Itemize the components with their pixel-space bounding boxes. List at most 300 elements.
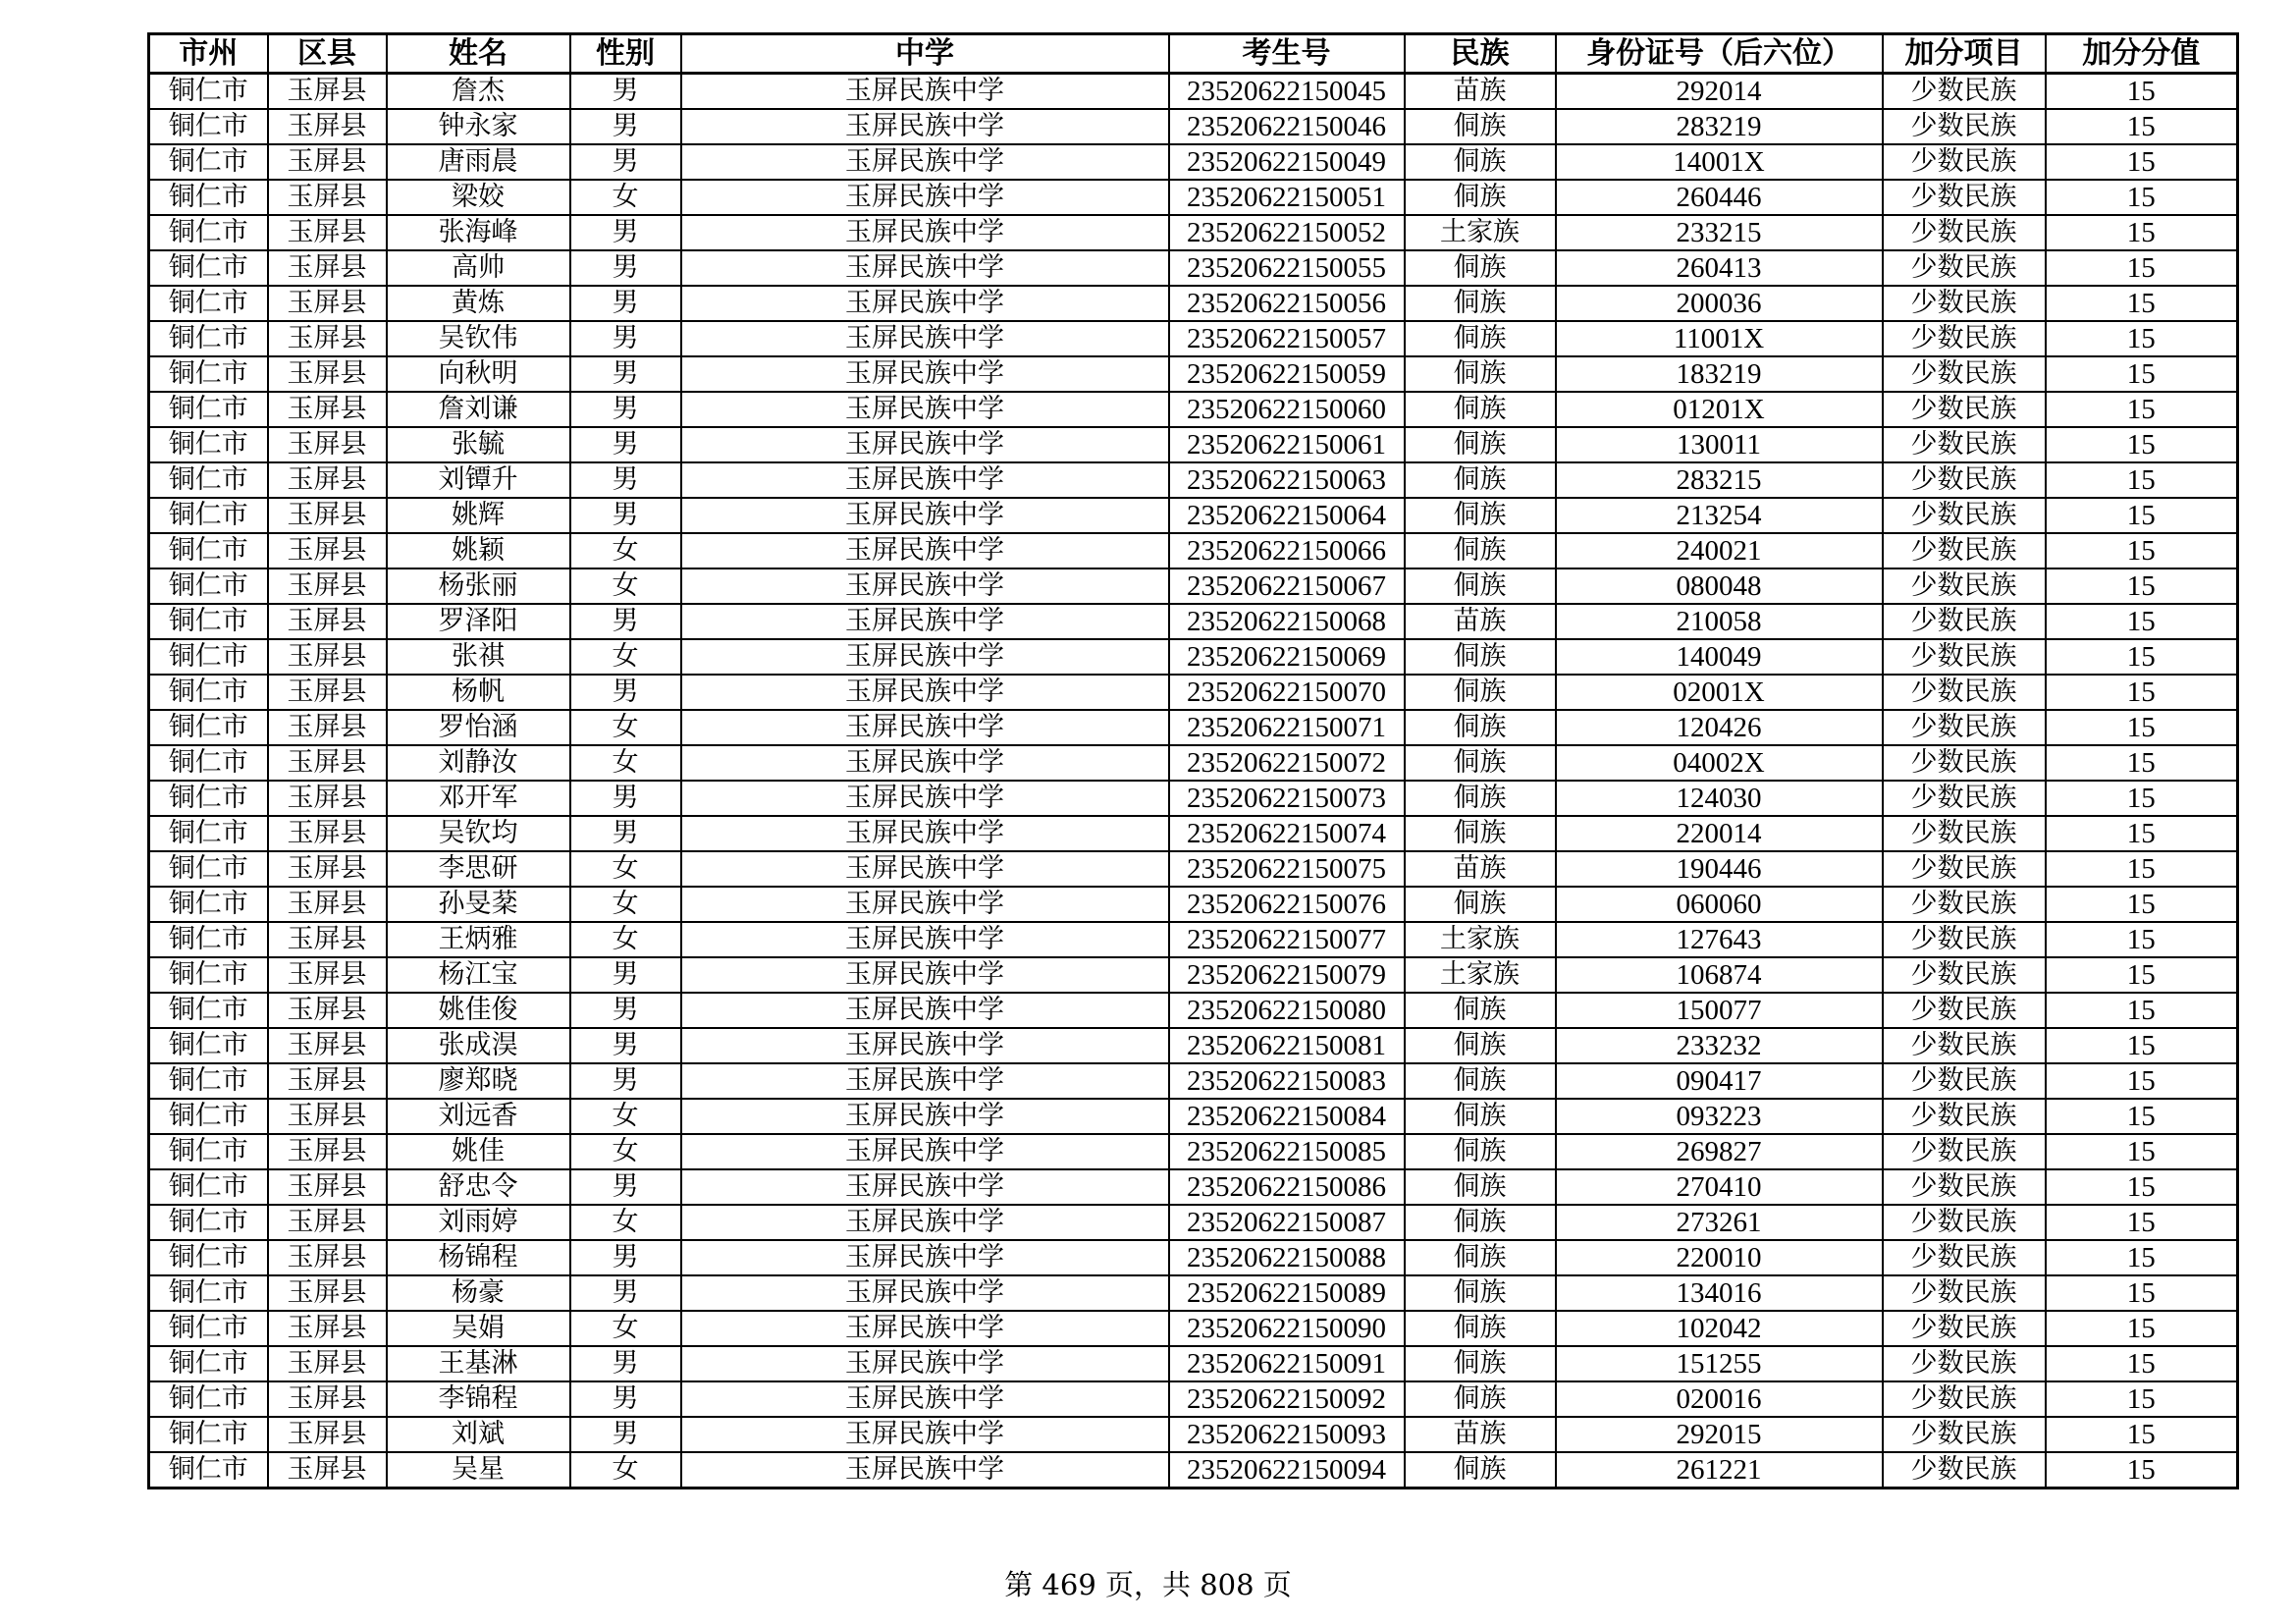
cell-city: 铜仁市 — [149, 109, 268, 144]
bonus-points-table — [147, 32, 2239, 1489]
cell-city: 铜仁市 — [149, 74, 268, 110]
cell-ethnicity: 侗族 — [1405, 1452, 1556, 1489]
cell-bonus-item: 少数民族 — [1883, 816, 2046, 851]
cell-name: 吴娟 — [387, 1311, 570, 1346]
cell-bonus-value: 15 — [2046, 993, 2238, 1028]
cell-gender: 女 — [570, 887, 681, 922]
cell-name: 杨锦程 — [387, 1240, 570, 1275]
cell-gender: 男 — [570, 321, 681, 356]
cell-name: 刘静汝 — [387, 745, 570, 781]
cell-name: 邓开军 — [387, 781, 570, 816]
cell-gender: 男 — [570, 144, 681, 180]
cell-name: 姚佳 — [387, 1134, 570, 1169]
cell-bonus-value: 15 — [2046, 356, 2238, 392]
cell-ethnicity: 苗族 — [1405, 604, 1556, 639]
cell-id-last-six: 080048 — [1556, 568, 1883, 604]
cell-exam-number: 23520622150084 — [1169, 1099, 1405, 1134]
cell-exam-number: 23520622150076 — [1169, 887, 1405, 922]
header-row — [149, 34, 2238, 74]
cell-bonus-value: 15 — [2046, 1275, 2238, 1311]
cell-bonus-value: 15 — [2046, 604, 2238, 639]
cell-name: 刘远香 — [387, 1099, 570, 1134]
cell-county: 玉屏县 — [268, 250, 387, 286]
table-row — [149, 533, 2238, 568]
cell-ethnicity: 侗族 — [1405, 286, 1556, 321]
table-row — [149, 74, 2238, 110]
cell-school: 玉屏民族中学 — [681, 1381, 1169, 1417]
cell-id-last-six: 02001X — [1556, 675, 1883, 710]
cell-id-last-six: 060060 — [1556, 887, 1883, 922]
cell-bonus-value: 15 — [2046, 250, 2238, 286]
cell-exam-number: 23520622150060 — [1169, 392, 1405, 427]
cell-exam-number: 23520622150056 — [1169, 286, 1405, 321]
table-row — [149, 816, 2238, 851]
table-row — [149, 1134, 2238, 1169]
cell-ethnicity: 侗族 — [1405, 1099, 1556, 1134]
cell-bonus-value: 15 — [2046, 321, 2238, 356]
cell-gender: 男 — [570, 427, 681, 462]
cell-bonus-item: 少数民族 — [1883, 180, 2046, 215]
cell-school: 玉屏民族中学 — [681, 993, 1169, 1028]
cell-ethnicity: 苗族 — [1405, 851, 1556, 887]
cell-bonus-item: 少数民族 — [1883, 1205, 2046, 1240]
cell-exam-number: 23520622150080 — [1169, 993, 1405, 1028]
cell-name: 杨帆 — [387, 675, 570, 710]
cell-bonus-item: 少数民族 — [1883, 1452, 2046, 1489]
cell-school: 玉屏民族中学 — [681, 1452, 1169, 1489]
table-row — [149, 286, 2238, 321]
cell-county: 玉屏县 — [268, 957, 387, 993]
cell-gender: 男 — [570, 250, 681, 286]
cell-bonus-value: 15 — [2046, 1311, 2238, 1346]
cell-bonus-item: 少数民族 — [1883, 392, 2046, 427]
table-row — [149, 427, 2238, 462]
cell-city: 铜仁市 — [149, 1346, 268, 1381]
cell-name: 唐雨晨 — [387, 144, 570, 180]
cell-id-last-six: 270410 — [1556, 1169, 1883, 1205]
cell-city: 铜仁市 — [149, 1099, 268, 1134]
cell-county: 玉屏县 — [268, 1275, 387, 1311]
cell-id-last-six: 134016 — [1556, 1275, 1883, 1311]
cell-bonus-item: 少数民族 — [1883, 144, 2046, 180]
cell-county: 玉屏县 — [268, 498, 387, 533]
cell-ethnicity: 侗族 — [1405, 993, 1556, 1028]
cell-id-last-six: 102042 — [1556, 1311, 1883, 1346]
cell-bonus-item: 少数民族 — [1883, 851, 2046, 887]
table-row — [149, 215, 2238, 250]
cell-county: 玉屏县 — [268, 1381, 387, 1417]
cell-exam-number: 23520622150057 — [1169, 321, 1405, 356]
cell-bonus-value: 15 — [2046, 957, 2238, 993]
cell-bonus-item: 少数民族 — [1883, 1240, 2046, 1275]
cell-county: 玉屏县 — [268, 180, 387, 215]
table-row — [149, 109, 2238, 144]
cell-bonus-value: 15 — [2046, 1028, 2238, 1063]
cell-id-last-six: 093223 — [1556, 1099, 1883, 1134]
cell-bonus-item: 少数民族 — [1883, 427, 2046, 462]
cell-ethnicity: 侗族 — [1405, 1311, 1556, 1346]
page-footer: 第 469 页，共 808 页 — [1004, 1568, 1292, 1601]
cell-ethnicity: 侗族 — [1405, 1205, 1556, 1240]
cell-city: 铜仁市 — [149, 144, 268, 180]
cell-county: 玉屏县 — [268, 781, 387, 816]
cell-gender: 男 — [570, 604, 681, 639]
cell-county: 玉屏县 — [268, 887, 387, 922]
cell-bonus-value: 15 — [2046, 675, 2238, 710]
cell-gender: 女 — [570, 180, 681, 215]
cell-gender: 男 — [570, 993, 681, 1028]
table-row — [149, 568, 2238, 604]
table-row — [149, 1169, 2238, 1205]
cell-ethnicity: 土家族 — [1405, 922, 1556, 957]
cell-name: 杨江宝 — [387, 957, 570, 993]
cell-name: 张成淏 — [387, 1028, 570, 1063]
cell-gender: 女 — [570, 710, 681, 745]
cell-bonus-item: 少数民族 — [1883, 993, 2046, 1028]
cell-city: 铜仁市 — [149, 356, 268, 392]
cell-bonus-item: 少数民族 — [1883, 533, 2046, 568]
cell-id-last-six: 260446 — [1556, 180, 1883, 215]
cell-id-last-six: 150077 — [1556, 993, 1883, 1028]
table-row — [149, 144, 2238, 180]
cell-city: 铜仁市 — [149, 215, 268, 250]
cell-id-last-six: 130011 — [1556, 427, 1883, 462]
cell-exam-number: 23520622150045 — [1169, 74, 1405, 110]
cell-bonus-value: 15 — [2046, 1417, 2238, 1452]
cell-county: 玉屏县 — [268, 675, 387, 710]
cell-name: 罗怡涵 — [387, 710, 570, 745]
cell-bonus-item: 少数民族 — [1883, 887, 2046, 922]
column-header-city: 市州 — [149, 34, 268, 74]
cell-school: 玉屏民族中学 — [681, 1205, 1169, 1240]
table-row — [149, 321, 2238, 356]
cell-city: 铜仁市 — [149, 1311, 268, 1346]
cell-city: 铜仁市 — [149, 321, 268, 356]
cell-bonus-item: 少数民族 — [1883, 321, 2046, 356]
cell-county: 玉屏县 — [268, 1417, 387, 1452]
cell-gender: 男 — [570, 286, 681, 321]
cell-exam-number: 23520622150046 — [1169, 109, 1405, 144]
cell-bonus-item: 少数民族 — [1883, 1275, 2046, 1311]
cell-exam-number: 23520622150081 — [1169, 1028, 1405, 1063]
cell-bonus-value: 15 — [2046, 922, 2238, 957]
cell-city: 铜仁市 — [149, 922, 268, 957]
cell-ethnicity: 苗族 — [1405, 1417, 1556, 1452]
cell-ethnicity: 侗族 — [1405, 144, 1556, 180]
cell-bonus-value: 15 — [2046, 781, 2238, 816]
cell-bonus-value: 15 — [2046, 392, 2238, 427]
cell-exam-number: 23520622150061 — [1169, 427, 1405, 462]
cell-id-last-six: 213254 — [1556, 498, 1883, 533]
table-row — [149, 993, 2238, 1028]
cell-city: 铜仁市 — [149, 1205, 268, 1240]
cell-bonus-item: 少数民族 — [1883, 1169, 2046, 1205]
cell-name: 高帅 — [387, 250, 570, 286]
cell-city: 铜仁市 — [149, 568, 268, 604]
cell-city: 铜仁市 — [149, 392, 268, 427]
cell-city: 铜仁市 — [149, 1063, 268, 1099]
cell-id-last-six: 210058 — [1556, 604, 1883, 639]
cell-name: 向秋明 — [387, 356, 570, 392]
cell-county: 玉屏县 — [268, 462, 387, 498]
cell-exam-number: 23520622150064 — [1169, 498, 1405, 533]
cell-exam-number: 23520622150075 — [1169, 851, 1405, 887]
cell-bonus-value: 15 — [2046, 1205, 2238, 1240]
cell-exam-number: 23520622150069 — [1169, 639, 1405, 675]
cell-name: 廖郑晓 — [387, 1063, 570, 1099]
cell-bonus-item: 少数民族 — [1883, 215, 2046, 250]
cell-school: 玉屏民族中学 — [681, 321, 1169, 356]
cell-exam-number: 23520622150088 — [1169, 1240, 1405, 1275]
cell-ethnicity: 侗族 — [1405, 745, 1556, 781]
cell-ethnicity: 侗族 — [1405, 109, 1556, 144]
cell-city: 铜仁市 — [149, 462, 268, 498]
cell-exam-number: 23520622150052 — [1169, 215, 1405, 250]
cell-city: 铜仁市 — [149, 745, 268, 781]
cell-bonus-item: 少数民族 — [1883, 568, 2046, 604]
cell-name: 张祺 — [387, 639, 570, 675]
cell-city: 铜仁市 — [149, 1275, 268, 1311]
cell-name: 姚佳俊 — [387, 993, 570, 1028]
cell-gender: 男 — [570, 392, 681, 427]
cell-county: 玉屏县 — [268, 1169, 387, 1205]
cell-bonus-value: 15 — [2046, 1346, 2238, 1381]
cell-bonus-item: 少数民族 — [1883, 1417, 2046, 1452]
cell-bonus-value: 15 — [2046, 427, 2238, 462]
table-row — [149, 462, 2238, 498]
cell-county: 玉屏县 — [268, 922, 387, 957]
cell-county: 玉屏县 — [268, 109, 387, 144]
cell-bonus-item: 少数民族 — [1883, 675, 2046, 710]
cell-school: 玉屏民族中学 — [681, 109, 1169, 144]
cell-gender: 男 — [570, 1028, 681, 1063]
cell-id-last-six: 292015 — [1556, 1417, 1883, 1452]
cell-id-last-six: 190446 — [1556, 851, 1883, 887]
cell-county: 玉屏县 — [268, 286, 387, 321]
cell-school: 玉屏民族中学 — [681, 498, 1169, 533]
cell-city: 铜仁市 — [149, 887, 268, 922]
cell-gender: 男 — [570, 74, 681, 110]
cell-id-last-six: 220010 — [1556, 1240, 1883, 1275]
cell-ethnicity: 侗族 — [1405, 462, 1556, 498]
cell-bonus-value: 15 — [2046, 215, 2238, 250]
cell-bonus-value: 15 — [2046, 1381, 2238, 1417]
cell-bonus-item: 少数民族 — [1883, 922, 2046, 957]
cell-city: 铜仁市 — [149, 1452, 268, 1489]
cell-county: 玉屏县 — [268, 1452, 387, 1489]
cell-gender: 男 — [570, 215, 681, 250]
cell-ethnicity: 侗族 — [1405, 887, 1556, 922]
cell-id-last-six: 269827 — [1556, 1134, 1883, 1169]
cell-gender: 男 — [570, 1417, 681, 1452]
cell-exam-number: 23520622150049 — [1169, 144, 1405, 180]
cell-school: 玉屏民族中学 — [681, 1346, 1169, 1381]
cell-gender: 男 — [570, 1063, 681, 1099]
cell-county: 玉屏县 — [268, 604, 387, 639]
cell-id-last-six: 260413 — [1556, 250, 1883, 286]
cell-bonus-value: 15 — [2046, 1452, 2238, 1489]
table-row — [149, 392, 2238, 427]
cell-school: 玉屏民族中学 — [681, 745, 1169, 781]
cell-school: 玉屏民族中学 — [681, 533, 1169, 568]
cell-bonus-item: 少数民族 — [1883, 639, 2046, 675]
cell-gender: 女 — [570, 922, 681, 957]
column-header-county: 区县 — [268, 34, 387, 74]
cell-school: 玉屏民族中学 — [681, 286, 1169, 321]
cell-id-last-six: 14001X — [1556, 144, 1883, 180]
cell-school: 玉屏民族中学 — [681, 639, 1169, 675]
cell-name: 张毓 — [387, 427, 570, 462]
cell-id-last-six: 124030 — [1556, 781, 1883, 816]
cell-bonus-item: 少数民族 — [1883, 462, 2046, 498]
cell-city: 铜仁市 — [149, 675, 268, 710]
cell-county: 玉屏县 — [268, 1346, 387, 1381]
cell-city: 铜仁市 — [149, 604, 268, 639]
cell-school: 玉屏民族中学 — [681, 180, 1169, 215]
cell-exam-number: 23520622150094 — [1169, 1452, 1405, 1489]
cell-county: 玉屏县 — [268, 568, 387, 604]
table-row — [149, 1240, 2238, 1275]
column-header-bonus-value: 加分分值 — [2046, 34, 2238, 74]
table-row — [149, 710, 2238, 745]
cell-county: 玉屏县 — [268, 533, 387, 568]
cell-ethnicity: 土家族 — [1405, 957, 1556, 993]
cell-ethnicity: 侗族 — [1405, 1134, 1556, 1169]
cell-exam-number: 23520622150093 — [1169, 1417, 1405, 1452]
cell-bonus-value: 15 — [2046, 1240, 2238, 1275]
cell-name: 姚辉 — [387, 498, 570, 533]
cell-bonus-item: 少数民族 — [1883, 710, 2046, 745]
cell-name: 吴星 — [387, 1452, 570, 1489]
cell-exam-number: 23520622150068 — [1169, 604, 1405, 639]
cell-name: 钟永家 — [387, 109, 570, 144]
cell-ethnicity: 侗族 — [1405, 533, 1556, 568]
cell-ethnicity: 侗族 — [1405, 427, 1556, 462]
cell-name: 吴钦均 — [387, 816, 570, 851]
cell-name: 李思研 — [387, 851, 570, 887]
cell-id-last-six: 120426 — [1556, 710, 1883, 745]
cell-county: 玉屏县 — [268, 816, 387, 851]
cell-bonus-item: 少数民族 — [1883, 604, 2046, 639]
column-header-id-last-six: 身份证号（后六位） — [1556, 34, 1883, 74]
cell-bonus-value: 15 — [2046, 851, 2238, 887]
cell-gender: 女 — [570, 1205, 681, 1240]
cell-school: 玉屏民族中学 — [681, 781, 1169, 816]
cell-school: 玉屏民族中学 — [681, 1028, 1169, 1063]
cell-school: 玉屏民族中学 — [681, 356, 1169, 392]
table-header — [149, 34, 2238, 74]
cell-ethnicity: 侗族 — [1405, 781, 1556, 816]
cell-name: 姚颖 — [387, 533, 570, 568]
cell-name: 黄炼 — [387, 286, 570, 321]
cell-name: 吴钦伟 — [387, 321, 570, 356]
cell-name: 詹杰 — [387, 74, 570, 110]
cell-bonus-value: 15 — [2046, 144, 2238, 180]
cell-gender: 男 — [570, 1381, 681, 1417]
cell-school: 玉屏民族中学 — [681, 144, 1169, 180]
cell-bonus-value: 15 — [2046, 639, 2238, 675]
cell-city: 铜仁市 — [149, 1240, 268, 1275]
cell-bonus-item: 少数民族 — [1883, 498, 2046, 533]
cell-exam-number: 23520622150090 — [1169, 1311, 1405, 1346]
cell-name: 詹刘谦 — [387, 392, 570, 427]
cell-school: 玉屏民族中学 — [681, 215, 1169, 250]
cell-bonus-value: 15 — [2046, 816, 2238, 851]
cell-county: 玉屏县 — [268, 710, 387, 745]
cell-school: 玉屏民族中学 — [681, 887, 1169, 922]
column-header-bonus-item: 加分项目 — [1883, 34, 2046, 74]
cell-name: 刘斌 — [387, 1417, 570, 1452]
cell-ethnicity: 侗族 — [1405, 1063, 1556, 1099]
cell-name: 张海峰 — [387, 215, 570, 250]
cell-id-last-six: 11001X — [1556, 321, 1883, 356]
cell-bonus-value: 15 — [2046, 568, 2238, 604]
cell-city: 铜仁市 — [149, 286, 268, 321]
cell-city: 铜仁市 — [149, 710, 268, 745]
cell-school: 玉屏民族中学 — [681, 922, 1169, 957]
cell-id-last-six: 106874 — [1556, 957, 1883, 993]
cell-exam-number: 23520622150063 — [1169, 462, 1405, 498]
cell-gender: 男 — [570, 109, 681, 144]
cell-gender: 女 — [570, 568, 681, 604]
cell-county: 玉屏县 — [268, 356, 387, 392]
cell-exam-number: 23520622150055 — [1169, 250, 1405, 286]
cell-bonus-value: 15 — [2046, 109, 2238, 144]
cell-ethnicity: 侗族 — [1405, 1240, 1556, 1275]
cell-county: 玉屏县 — [268, 1240, 387, 1275]
cell-city: 铜仁市 — [149, 993, 268, 1028]
cell-gender: 女 — [570, 745, 681, 781]
cell-bonus-item: 少数民族 — [1883, 1346, 2046, 1381]
cell-school: 玉屏民族中学 — [681, 1417, 1169, 1452]
table-row — [149, 180, 2238, 215]
cell-bonus-value: 15 — [2046, 1169, 2238, 1205]
table-row — [149, 356, 2238, 392]
cell-gender: 男 — [570, 781, 681, 816]
cell-exam-number: 23520622150085 — [1169, 1134, 1405, 1169]
cell-ethnicity: 苗族 — [1405, 74, 1556, 110]
cell-county: 玉屏县 — [268, 993, 387, 1028]
cell-gender: 女 — [570, 1134, 681, 1169]
table-row — [149, 1381, 2238, 1417]
cell-city: 铜仁市 — [149, 816, 268, 851]
cell-gender: 男 — [570, 957, 681, 993]
cell-gender: 女 — [570, 1311, 681, 1346]
cell-ethnicity: 侗族 — [1405, 180, 1556, 215]
cell-ethnicity: 侗族 — [1405, 639, 1556, 675]
cell-id-last-six: 233215 — [1556, 215, 1883, 250]
column-header-gender: 性别 — [570, 34, 681, 74]
cell-county: 玉屏县 — [268, 1028, 387, 1063]
cell-bonus-item: 少数民族 — [1883, 1099, 2046, 1134]
cell-school: 玉屏民族中学 — [681, 568, 1169, 604]
cell-exam-number: 23520622150070 — [1169, 675, 1405, 710]
cell-name: 杨豪 — [387, 1275, 570, 1311]
cell-city: 铜仁市 — [149, 851, 268, 887]
table-row — [149, 250, 2238, 286]
cell-name: 王炳雅 — [387, 922, 570, 957]
cell-school: 玉屏民族中学 — [681, 1063, 1169, 1099]
cell-gender: 女 — [570, 1099, 681, 1134]
cell-city: 铜仁市 — [149, 781, 268, 816]
table-row — [149, 1099, 2238, 1134]
cell-id-last-six: 283215 — [1556, 462, 1883, 498]
cell-city: 铜仁市 — [149, 1381, 268, 1417]
cell-school: 玉屏民族中学 — [681, 1169, 1169, 1205]
cell-bonus-value: 15 — [2046, 887, 2238, 922]
cell-name: 杨张丽 — [387, 568, 570, 604]
cell-school: 玉屏民族中学 — [681, 957, 1169, 993]
